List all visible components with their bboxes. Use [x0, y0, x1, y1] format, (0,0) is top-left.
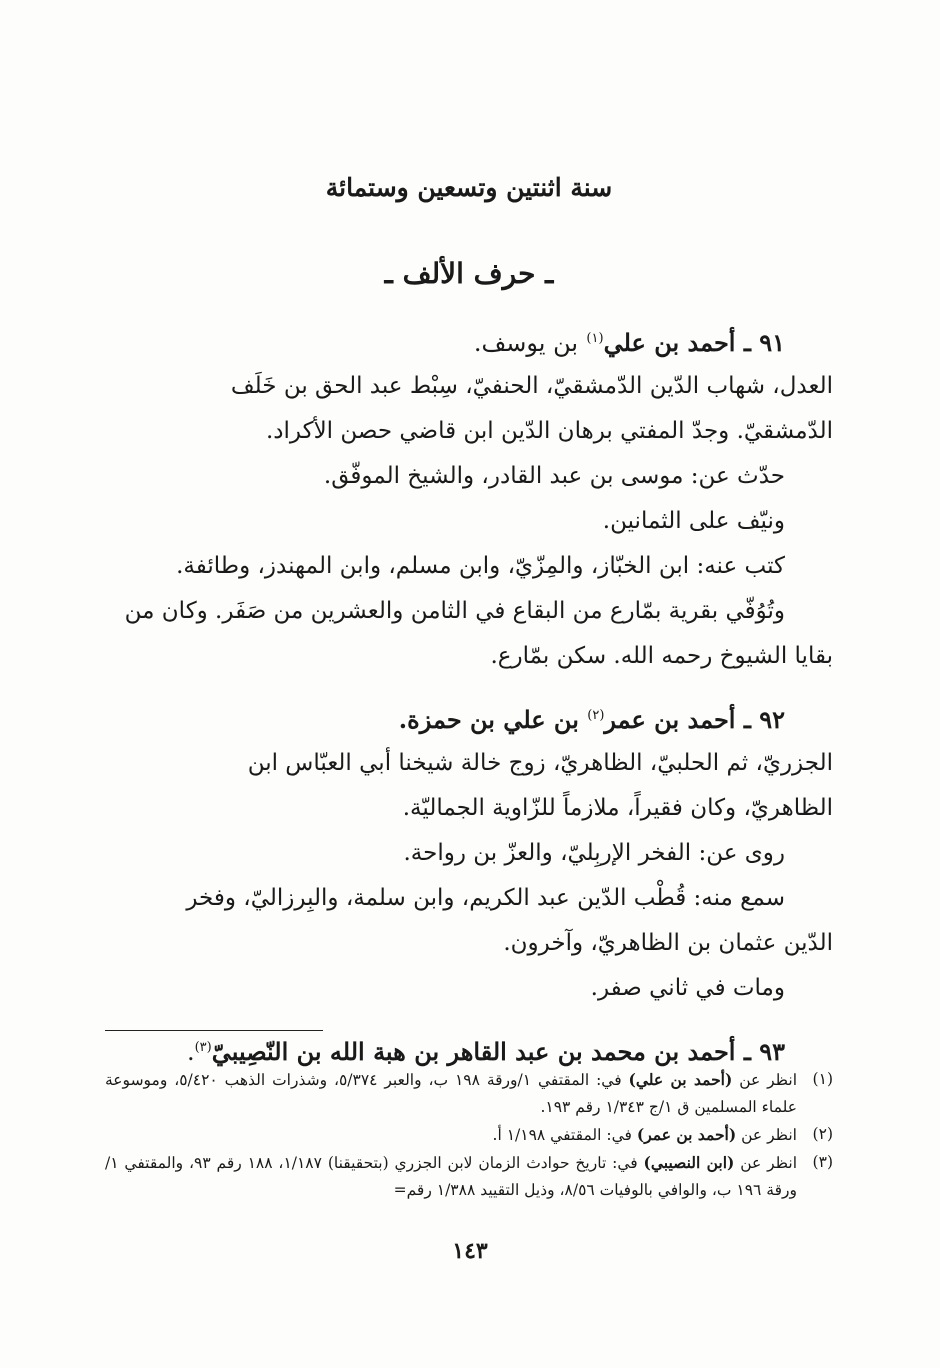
year-title: سنة اثنتين وتسعين وستمائة [325, 173, 613, 202]
entry-text-line: بقايا الشيوخ رحمه الله. سكن بمّارع. [490, 643, 833, 669]
entry-text-line: الدّين عثمان بن الظاهريّ، وآخرون. [503, 930, 833, 956]
footnote-pre: انظر عن [739, 1071, 797, 1089]
entry-number: ٩١ ـ [743, 328, 785, 357]
entry-name: أحمد بن عمر [604, 705, 736, 734]
footnote-number: (١) [812, 1070, 833, 1088]
entry-text-line: حدّث عن: موسى بن عبد القادر، والشيخ الموفّق. [323, 463, 785, 489]
footnote-pre: انظر عن [741, 1126, 797, 1144]
footnote-line: في: تاريخ حوادث الزمان لابن الجزري (بتحقيقنا) ١/١٨٧، ١٨٨ [247, 1154, 638, 1172]
footnote-text [105, 1149, 797, 1204]
footnote-line: في: المقتفي ١/ورقة ١٩٨ ب، والعبر ٥/٣٧٤، وشذرات [272, 1071, 622, 1089]
footnote-ref[interactable]: (٢) [587, 708, 605, 723]
section-title: ـ حرف الألف ـ [384, 257, 554, 290]
entry-text-line: ومات في ثاني صفر. [590, 975, 785, 1001]
page-number: ١٤٣ [452, 1238, 488, 1264]
entry-text-line: العدل، شهاب الدّين الدّمشقيّ، الحنفيّ، سِبْط عبد الحق بن خَلَف [230, 373, 833, 399]
entry-heading [105, 695, 833, 741]
footnote-subject: (أحمد بن عمر) [636, 1125, 737, 1144]
entry-text-line: روى عن: الفخر الإربِليّ، والعزّ بن رواحة. [403, 840, 785, 866]
entry-name: أحمد بن علي [603, 328, 736, 357]
footnote-ref[interactable]: (٣) [194, 1040, 212, 1055]
entry-name-rest: بن يوسف. [473, 329, 579, 357]
entry-text-line: الجزريّ، ثم الحلبيّ، الظاهريّ، زوج خالة شيخنا أبي العبّاس ابن [247, 750, 833, 776]
footnote-line: الذهب ٥/٤٢٠، وموسوعة علماء المسلمين ق ١/ج ١/٣٤٣ رقم ١٩٣. [105, 1071, 797, 1116]
entry-91 [105, 318, 833, 679]
entry-text-line: سمع منه: قُطْب الدّين عبد الكريم، وابن سلمة، والبِرزاليّ، وفخر [186, 885, 785, 911]
entry-name-rest: بن علي بن حمزة. [398, 705, 579, 734]
footnote-text [105, 1066, 797, 1121]
footnote-number: (٢) [812, 1125, 833, 1143]
entry-text-line: كتب عنه: ابن الخبّاز، والمِزّيّ، وابن مسلم، وابن المهندز، وطائفة. [176, 553, 785, 579]
entry-name-rest: . [186, 1038, 195, 1066]
entry-92 [105, 695, 833, 1011]
footnote-2 [105, 1121, 833, 1149]
footnote-line: في: المقتفي ١/١٩٨ أ. [492, 1126, 632, 1144]
entry-name: أحمد بن محمد بن عبد القاهر بن هبة الله بن النّصِيبيّ [211, 1037, 736, 1066]
footnote-3 [105, 1149, 833, 1204]
footnote-subject: (أحمد بن علي) [628, 1070, 733, 1089]
footnote-divider [105, 1030, 323, 1031]
entry-text-line: الدّمشقيّ. وجدّ المفتي برهان الدّين ابن قاضي حصن الأكراد. [265, 418, 833, 444]
footnote-ref[interactable]: (١) [586, 331, 604, 346]
entry-heading [105, 318, 833, 364]
entry-text-line: الظاهريّ، وكان فقيراً، ملازماً للزّاوية الجماليّة. [402, 795, 833, 821]
footnotes [105, 1066, 833, 1204]
entry-text-line: ونيّف على الثمانين. [602, 508, 785, 534]
entry-text-line: وتُوُفّي بقرية بمّارع من البقاع في الثامن والعشرين من صَفَر. وكان من [124, 598, 785, 624]
footnote-number: (٣) [812, 1153, 833, 1171]
footnote-subject: (ابن النصيبي) [643, 1153, 735, 1172]
entry-number: ٩٣ ـ [743, 1037, 785, 1066]
footnote-line: رقم ٩٣، والمقتفي ١/ورقة ١٩٦ ب، والوافي بالوفيات ٨/٥٦، وذيل التقييد ١/٣٨٨ رقم= [105, 1154, 797, 1199]
footnote-pre: انظر عن [740, 1154, 797, 1172]
entry-number: ٩٢ ـ [743, 705, 785, 734]
footnote-1 [105, 1066, 833, 1121]
footnote-text [105, 1121, 797, 1149]
